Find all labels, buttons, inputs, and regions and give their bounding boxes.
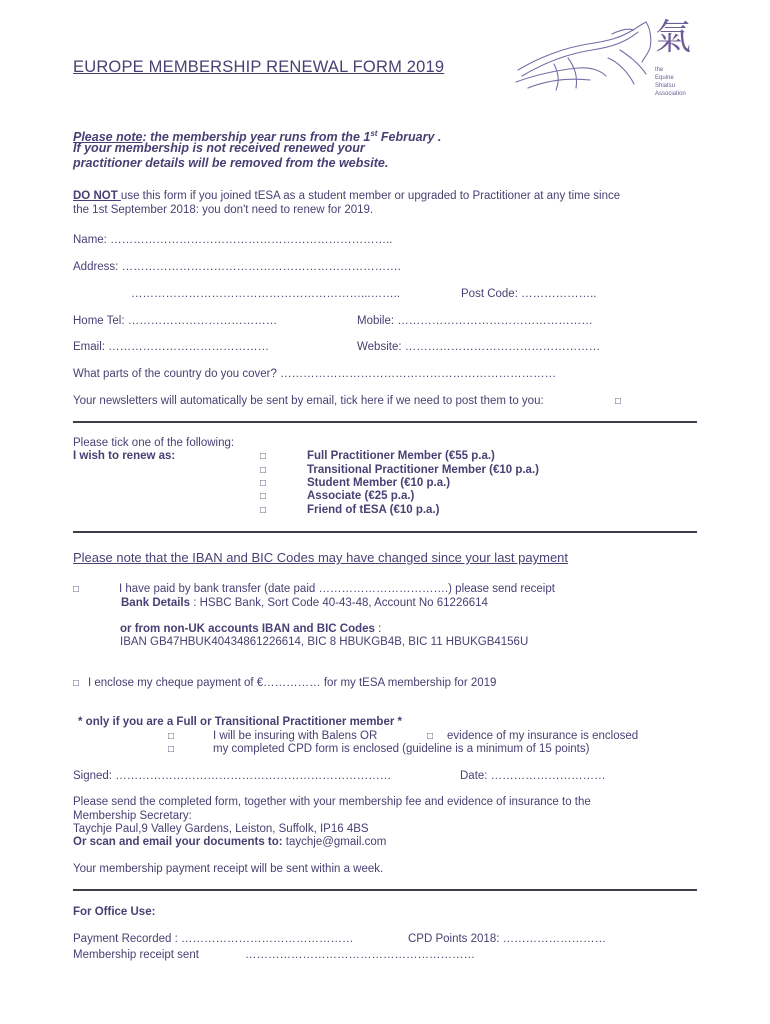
receipt-sent-label: Membership receipt sent [73, 949, 199, 961]
email-field[interactable]: Email: …………………………………… [73, 341, 270, 353]
receipt-sent-field[interactable]: …………………………………………………… [245, 949, 475, 961]
student-member-option: Student Member (€10 p.a.) [307, 477, 451, 489]
country-field[interactable]: What parts of the country do you cover? ……………………………………………………………… [73, 368, 557, 380]
cpd-checkbox[interactable]: □ [168, 744, 175, 755]
postcode-field[interactable]: Post Code: ……………….. [461, 288, 597, 300]
notice-line-2: If your membership is not received renewed your [73, 141, 365, 155]
address-line-2-field[interactable]: ……………………………………………………...…….. [131, 288, 400, 300]
secretary-email[interactable]: taychje@gmail.com [282, 836, 387, 848]
divider [73, 531, 697, 533]
cheque-text: I enclose my cheque payment of €…………… for my tESA membership for 2019 [88, 677, 497, 689]
send-line-1: Please send the completed form, together with your membership fee and evidence of insurance to the [73, 796, 591, 808]
scan-email-line: Or scan and email your documents to: taychje@gmail.com [73, 836, 387, 848]
newsletter-label: Your newsletters will automatically be sent by email, tick here if we need to post them to you: [73, 395, 544, 407]
send-line-2: Membership Secretary: [73, 810, 192, 822]
full-practitioner-checkbox[interactable]: □ [260, 451, 267, 462]
secretary-address: Taychje Paul,9 Valley Gardens, Leiston, Suffolk, IP16 4BS [73, 823, 369, 835]
do-not-line-1: DO NOT use this form if you joined tESA as a student member or upgraded to Practitioner at any time since [73, 190, 621, 202]
address-field[interactable]: Address: ………………………………………………………………. [73, 261, 401, 273]
bank-transfer-text: I have paid by bank transfer (date paid …………………………….) please send receipt [119, 583, 555, 595]
iban-notice: Please note that the IBAN and BIC Codes may have changed since your last payment [73, 550, 569, 565]
insurance-evidence-text: evidence of my insurance is enclosed [447, 730, 639, 742]
transitional-practitioner-option: Transitional Practitioner Member (€10 p.a.) [307, 464, 539, 476]
signed-field[interactable]: Signed: ……………………………………………………………… [73, 770, 392, 782]
full-practitioner-option: Full Practitioner Member (€55 p.a.) [307, 450, 495, 462]
insurance-evidence-checkbox[interactable]: □ [427, 731, 434, 742]
logo-glyph: 氣 [655, 17, 692, 58]
practitioner-heading: * only if you are a Full or Transitional Practitioner member * [78, 716, 402, 728]
cpd-text: my completed CPD form is enclosed (guideline is a minimum of 15 points) [213, 743, 590, 755]
date-field[interactable]: Date: ………………………… [460, 770, 606, 782]
form-title: EUROPE MEMBERSHIP RENEWAL FORM 2019 [73, 58, 445, 76]
balens-checkbox[interactable]: □ [168, 731, 175, 742]
friend-option: Friend of tESA (€10 p.a.) [307, 504, 440, 516]
do-not-line-2: the 1st September 2018: you don't need to renew for 2019. [73, 204, 374, 216]
home-tel-field[interactable]: Home Tel: ………………………………… [73, 315, 278, 327]
divider [73, 421, 697, 423]
balens-text: I will be insuring with Balens OR [213, 730, 378, 742]
notice-line-3: practitioner details will be removed from the website. [73, 156, 389, 170]
bank-transfer-checkbox[interactable]: □ [73, 584, 80, 595]
iban-details: IBAN GB47HBUK40434861226614, BIC 8 HBUKGB4B, BIC 11 HBUKGB4156U [120, 636, 529, 648]
website-field[interactable]: Website: …………………………………………… [357, 341, 601, 353]
bank-details: Bank Details : HSBC Bank, Sort Code 40-43-48, Account No 61226614 [121, 597, 488, 609]
mobile-field[interactable]: Mobile: …………………………………………… [357, 315, 593, 327]
friend-checkbox[interactable]: □ [260, 505, 267, 516]
divider [73, 889, 697, 891]
name-field[interactable]: Name: ……………………………………………………………….. [73, 234, 393, 246]
payment-recorded-field[interactable]: Payment Recorded : ……………………………………… [73, 933, 354, 945]
transitional-practitioner-checkbox[interactable]: □ [260, 465, 267, 476]
cpd-points-field[interactable]: CPD Points 2018: ……………………… [408, 933, 607, 945]
non-uk-heading: or from non-UK accounts IBAN and BIC Codes : [120, 623, 382, 635]
associate-option: Associate (€25 p.a.) [307, 490, 415, 502]
membership-intro: Please tick one of the following: [73, 437, 235, 449]
receipt-note: Your membership payment receipt will be sent within a week. [73, 863, 384, 875]
cheque-checkbox[interactable]: □ [73, 678, 80, 689]
student-member-checkbox[interactable]: □ [260, 478, 267, 489]
newsletter-post-checkbox[interactable]: □ [615, 396, 622, 407]
associate-checkbox[interactable]: □ [260, 491, 267, 502]
office-use-heading: For Office Use: [73, 906, 156, 918]
notice-line-1: Please note: the membership year runs from the 1st February . [73, 129, 442, 145]
renew-label: I wish to renew as: [73, 450, 176, 462]
logo-text: the Equine Shiatsu Association [655, 67, 686, 97]
